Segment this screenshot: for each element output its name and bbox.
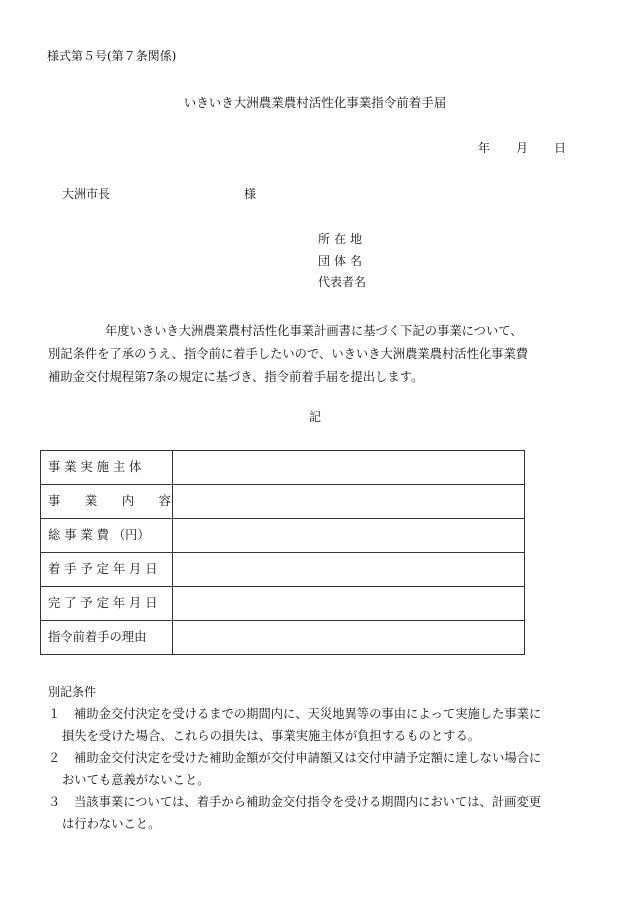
condition-number: ２ [48,751,61,765]
info-table [40,450,525,655]
applicant-group-label: 団体名 [318,254,367,268]
form-number: 様式第５号(第７条関係) [47,49,177,63]
row-label: 指令前着手の理由 [41,621,173,655]
ki-heading: 記 [308,410,321,424]
row-value-field[interactable] [173,451,525,485]
date-day-label: 日 [554,141,567,155]
body-line-1: 年度いきいき大洲農業農村活性化事業計画書に基づく下記の事業について、 [105,324,523,338]
page-title: いきいき大洲農業農村活性化事業指令前着手届 [183,95,447,110]
condition-item [48,791,593,835]
date-month-label: 月 [516,141,529,155]
condition-line-1: 補助金交付決定を受けるまでの期間内に、天災地異等の事由によって実施した事業に [74,707,542,721]
row-label: 着 手 予 定 年 月 日 [41,553,173,587]
row-label: 完 了 予 定 年 月 日 [41,587,173,621]
addressee [62,188,256,200]
table-row [41,451,525,485]
row-value-field[interactable] [173,621,525,655]
body-paragraph [48,320,588,389]
row-value-field[interactable] [173,553,525,587]
addressee-honorific: 様 [244,187,257,201]
table-row [41,587,525,621]
condition-line-2: は行わないこと。 [62,817,161,831]
applicant-address-label: 所在地 [318,232,367,246]
table-row [41,621,525,655]
row-value-field[interactable] [173,587,525,621]
addressee-name: 大洲市長 [62,187,111,201]
row-label: 事 業 内 容 [41,485,173,519]
row-label: 事 業 実 施 主 体 [41,451,173,485]
conditions-heading: 別記条件 [48,685,97,699]
body-line-3: 補助金交付規程第7条の規定に基づき、指令前着手届を提出します。 [48,370,424,384]
condition-number: ３ [48,795,61,809]
body-line-2: 別記条件を了承のうえ、指令前に着手したいので、いきいき大洲農業農村活性化事業費 [48,347,529,361]
date-year-label: 年 [478,141,491,155]
table-row [41,485,525,519]
row-value-field[interactable] [173,519,525,553]
condition-line-1: 補助金交付決定を受けた補助金額が交付申請額又は交付申請予定額に達しない場合に [74,751,542,765]
condition-number: １ [48,707,61,721]
condition-item [48,703,593,747]
row-label: 総 事 業 費 （円） [41,519,173,553]
table-row [41,553,525,587]
applicant-representative-label: 代表者名 [318,275,367,289]
table-row [41,519,525,553]
date-line [478,142,566,154]
condition-line-1: 当該事業については、着手から補助金交付指令を受ける期間内においては、計画変更 [74,795,542,809]
row-value-field[interactable] [173,485,525,519]
condition-item [48,747,593,791]
condition-line-2: おいても意義がないこと。 [62,773,210,787]
condition-line-2: 損失を受けた場合、これらの損失は、事業実施主体が負担するものとする。 [62,729,481,743]
